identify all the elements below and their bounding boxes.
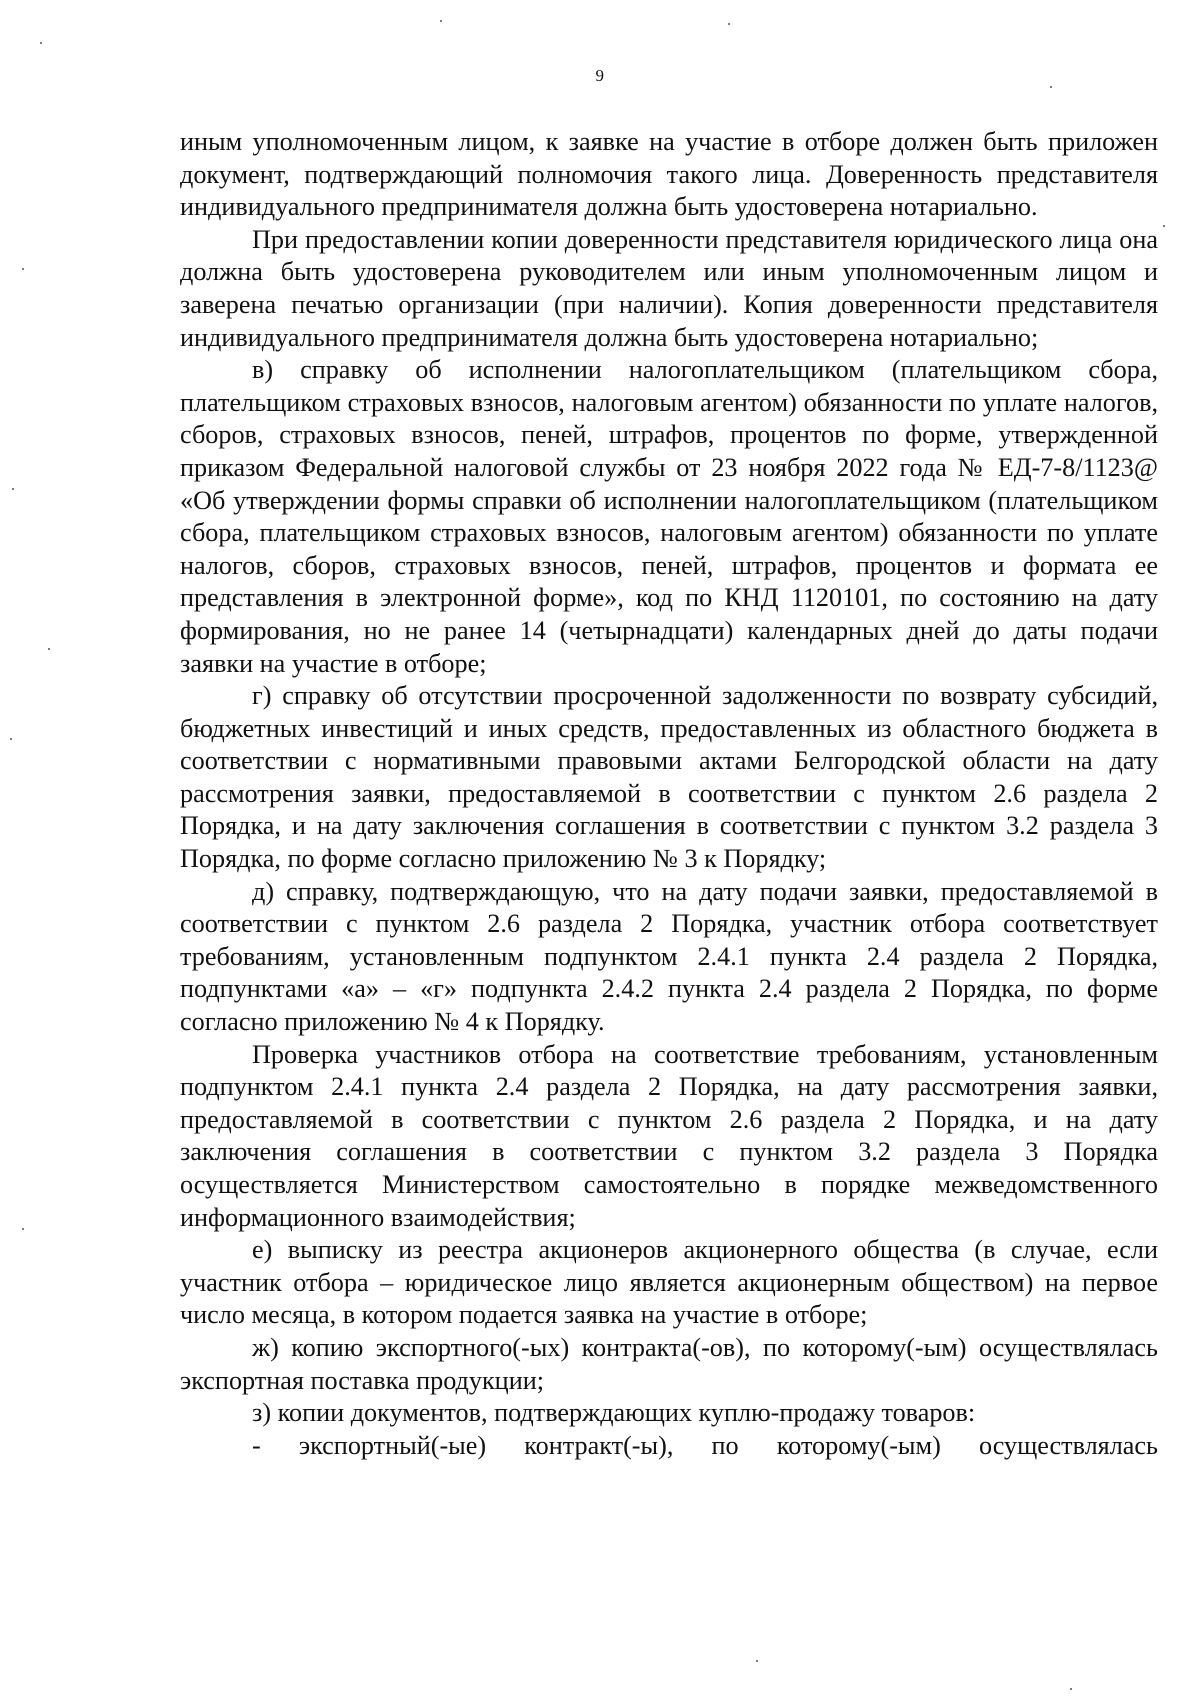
scan-speck (440, 20, 442, 22)
scan-speck (10, 738, 12, 740)
scan-speck (12, 488, 14, 490)
scan-speck (1070, 1688, 1072, 1690)
scan-speck (40, 42, 42, 44)
paragraph: ж) копию экспортного(-ых) контракта(-ов), по которому(-ым) осуществлялась экспортная поставка продукции; (180, 1332, 1158, 1395)
paragraph: Проверка участников отбора на соответствие требованиям, установленным подпунктом 2.4.1 пункта 2.4 раздела 2 Порядка, на дату рассмотрения заявки, предоставляемой в соответствии с пунктом 2.6 раздела 2 Порядка, и на дату заключения соглашения в соответствии с пунктом 3.2 раздела 3 Порядка осуществляется Министерством самостоятельно в порядке межведомственного информационного взаимодействия; (180, 1039, 1158, 1232)
paragraph: - экспортный(-ые) контракт(-ы), по которому(-ым) осуществлялась (252, 1430, 1158, 1460)
scan-speck (22, 1228, 24, 1230)
document-body (180, 126, 1158, 1462)
paragraph: з) копии документов, подтверждающих куплю-продажу товаров: (252, 1398, 976, 1428)
paragraph: в) справку об исполнении налогоплательщиком (плательщиком сбора, плательщиком страховых взносов, налоговым агентом) обязанности по уплате налогов, сборов, страховых взносов, пеней, штрафов, процентов по форме, утвержденной приказом Федеральной налоговой службы от 23 ноября 2022 года № ЕД-7-8/1123@ «Об утверждении формы справки об исполнении налогоплательщиком (плательщиком сбора, плательщиком страховых взносов, налоговым агентом) обязанности по уплате налогов, сборов, страховых взносов, пеней, штрафов, процентов и формата ее представления в электронной форме», код по КНД 1120101, по состоянию на дату формирования, но не ранее 14 (четырнадцати) календарных дней до даты подачи заявки на участие в отборе; (180, 355, 1158, 678)
scan-speck (1050, 86, 1052, 88)
paragraph: г) справку об отсутствии просроченной задолженности по возврату субсидий, бюджетных инвестиций и иных средств, предоставленных из областного бюджета в соответствии с нормативными правовыми актами Белгородской области на дату рассмотрения заявки, предоставляемой в соответствии с пунктом 2.6 раздела 2 Порядка, и на дату заключения соглашения в соответствии с пунктом 3.2 раздела 3 Порядка, по форме согласно приложению № 3 к Порядку; (180, 681, 1158, 874)
paragraph: д) справку, подтверждающую, что на дату подачи заявки, предоставляемой в соответствии с пунктом 2.6 раздела 2 Порядка, участник отбора соответствует требованиям, установленным подпунктом 2.4.1 пункта 2.4 раздела 2 Порядка, подпунктами «а» – «г» подпункта 2.4.2 пункта 2.4 раздела 2 Порядка, по форме согласно приложению № 4 к Порядку. (180, 876, 1158, 1037)
scan-speck (756, 1660, 758, 1662)
paragraph: е) выписку из реестра акционеров акционерного общества (в случае, если участник отбора – юридическое лицо является акционерным обществом) на первое число месяца, в котором подается заявка на участие в отборе; (180, 1235, 1158, 1330)
page-number: 9 (595, 66, 605, 85)
scan-speck (22, 268, 24, 270)
paragraph: При предоставлении копии доверенности представителя юридического лица она должна быть удостоверена руководителем или иным уполномоченным лицом и заверена печатью организации (при наличии). Копия доверенности представителя индивидуального предпринимателя должна быть удостоверена нотариально; (180, 224, 1158, 352)
scan-speck (48, 648, 50, 650)
scan-speck (728, 23, 730, 25)
scan-speck (1163, 225, 1165, 227)
paragraph: иным уполномоченным лицом, к заявке на участие в отборе должен быть приложен документ, подтверждающий полномочия такого лица. Доверенность представителя индивидуального предпринимателя должна быть удостоверена нотариально. (180, 127, 1158, 222)
